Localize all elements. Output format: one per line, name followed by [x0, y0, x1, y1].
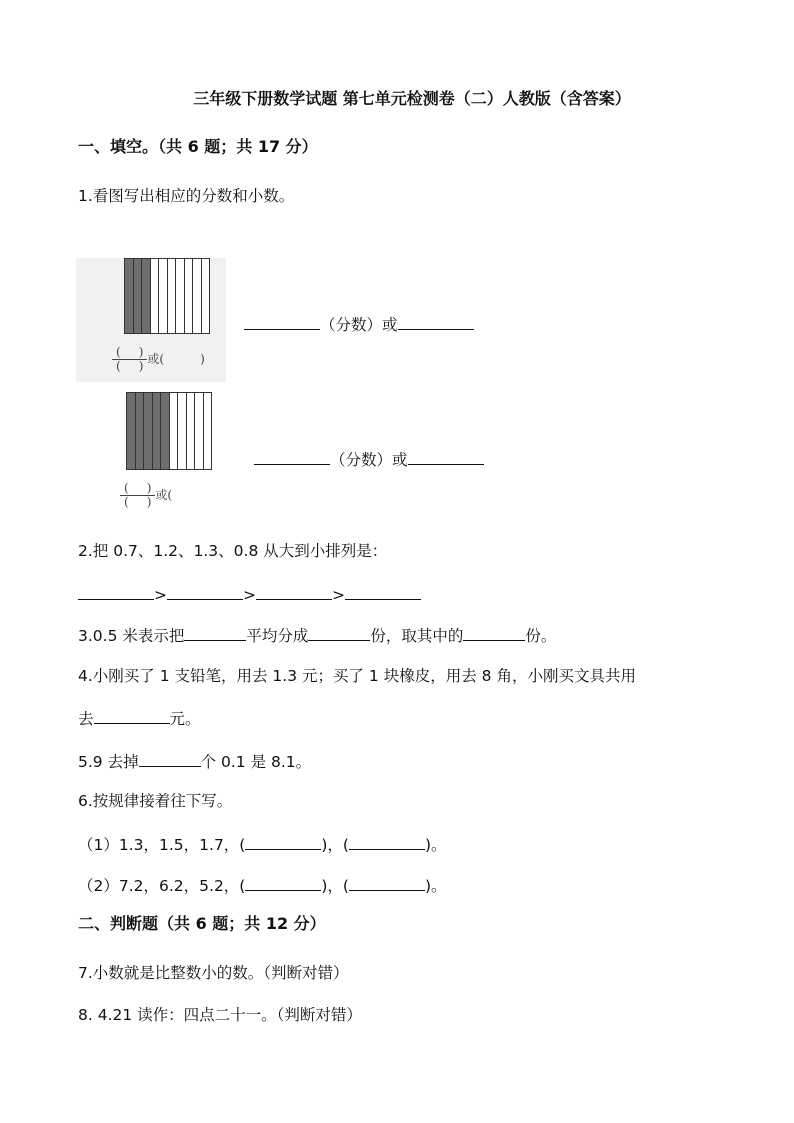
- order-blank-3[interactable]: [256, 583, 332, 600]
- question-2-answer-line: [78, 583, 421, 605]
- empty-cell: [168, 259, 177, 333]
- figure-2-answer-hint: [120, 482, 172, 509]
- hint-or-label: 或(: [155, 488, 173, 502]
- q3-part-a: 3.0.5 米表示把: [78, 627, 185, 645]
- shaded-cell: [144, 393, 153, 469]
- fraction-blank-2[interactable]: [254, 448, 330, 465]
- q6-row1-blank-2[interactable]: [349, 833, 425, 850]
- q6-sep: )，(: [321, 877, 349, 895]
- q3-blank-2[interactable]: [308, 624, 370, 641]
- fraction-blank-1[interactable]: [244, 313, 320, 330]
- empty-cell: [185, 259, 194, 333]
- empty-cell: [176, 259, 185, 333]
- empty-cell: [195, 393, 204, 469]
- section-heading-true-false: 二、判断题（共 6 题；共 12 分）: [78, 914, 326, 933]
- q3-part-c: 份，取其中的: [370, 627, 464, 645]
- fraction-grid-2: [126, 392, 212, 470]
- q6-sep: )，(: [321, 836, 349, 854]
- fraction-or-label-1: （分数）或: [320, 316, 398, 334]
- hint-close-paren: ): [200, 352, 205, 366]
- question-1b-answer-line: [254, 448, 484, 470]
- empty-cell: [187, 393, 196, 469]
- fraction-figure-2: [110, 390, 230, 514]
- question-6-row-1: [78, 833, 447, 855]
- q4-blank[interactable]: [94, 707, 170, 724]
- question-6-text: 6.按规律接着往下写。: [78, 792, 233, 810]
- question-7: 7.小数就是比整数小的数。（判断对错）: [78, 964, 349, 982]
- shaded-cell: [127, 393, 136, 469]
- shaded-cell: [161, 393, 170, 469]
- q3-blank-1[interactable]: [184, 624, 246, 641]
- hint-fraction: $\frac{( )}{( )}$: [112, 346, 147, 373]
- q6-end: )。: [424, 836, 447, 854]
- q3-blank-3[interactable]: [463, 624, 525, 641]
- q6-row2-blank-1[interactable]: [245, 874, 321, 891]
- order-blank-2[interactable]: [167, 583, 243, 600]
- gt-sign: >: [243, 586, 256, 604]
- section-heading-fill-in: 一、填空。（共 6 题；共 17 分）: [78, 137, 318, 156]
- question-6-row-2: [78, 874, 447, 896]
- q6-row1-seq: （1）1.3，1.5，1.7，(: [78, 836, 246, 854]
- q6-row1-blank-1[interactable]: [245, 833, 321, 850]
- empty-cell: [202, 259, 210, 333]
- empty-cell: [178, 393, 187, 469]
- fraction-or-label-2: （分数）或: [330, 451, 408, 469]
- shaded-cell: [142, 259, 151, 333]
- decimal-blank-2[interactable]: [408, 448, 484, 465]
- q5-part-a: 5.9 去掉: [78, 753, 139, 771]
- page-title: 三年级下册数学试题 第七单元检测卷（二）人教版（含答案）: [193, 89, 631, 108]
- order-blank-1[interactable]: [78, 583, 154, 600]
- fraction-figure-1: [76, 258, 226, 382]
- q6-row2-blank-2[interactable]: [349, 874, 425, 891]
- empty-cell: [151, 259, 160, 333]
- gt-sign: >: [154, 586, 167, 604]
- question-8: 8. 4.21 读作：四点二十一。（判断对错）: [78, 1006, 362, 1024]
- shaded-cell: [134, 259, 143, 333]
- figure-1-answer-hint: [112, 346, 205, 373]
- q5-part-b: 个 0.1 是 8.1。: [200, 753, 312, 771]
- question-3: [78, 624, 556, 646]
- hint-fraction: $\frac{( )}{( )}$: [120, 482, 155, 509]
- empty-cell: [170, 393, 179, 469]
- decimal-blank-1[interactable]: [398, 313, 474, 330]
- question-1a-answer-line: [244, 313, 474, 335]
- empty-cell: [159, 259, 168, 333]
- q4-part-b: 元。: [169, 710, 201, 728]
- shaded-cell: [136, 393, 145, 469]
- question-5: [78, 750, 311, 772]
- q3-part-d: 份。: [525, 627, 557, 645]
- q6-row2-seq: （2）7.2，6.2，5.2，(: [78, 877, 246, 895]
- order-blank-4[interactable]: [345, 583, 421, 600]
- question-4-line-1: 4.小刚买了 1 支铅笔，用去 1.3 元；买了 1 块橡皮，用去 8 角，小刚买文具共用: [78, 667, 636, 685]
- hint-or-label: 或(: [147, 352, 165, 366]
- gt-sign: >: [332, 586, 345, 604]
- empty-cell: [193, 259, 202, 333]
- question-1-text: 1.看图写出相应的分数和小数。: [78, 187, 295, 205]
- q4-part-a: 去: [78, 710, 94, 728]
- q3-part-b: 平均分成: [246, 627, 309, 645]
- question-2-text: 2.把 0.7、1.2、1.3、0.8 从大到小排列是：: [78, 542, 388, 560]
- q5-blank[interactable]: [139, 750, 201, 767]
- q6-end: )。: [424, 877, 447, 895]
- empty-cell: [204, 393, 212, 469]
- shaded-cell: [125, 259, 134, 333]
- shaded-cell: [153, 393, 162, 469]
- question-4-line-2: [78, 707, 201, 729]
- fraction-grid-1: [124, 258, 210, 334]
